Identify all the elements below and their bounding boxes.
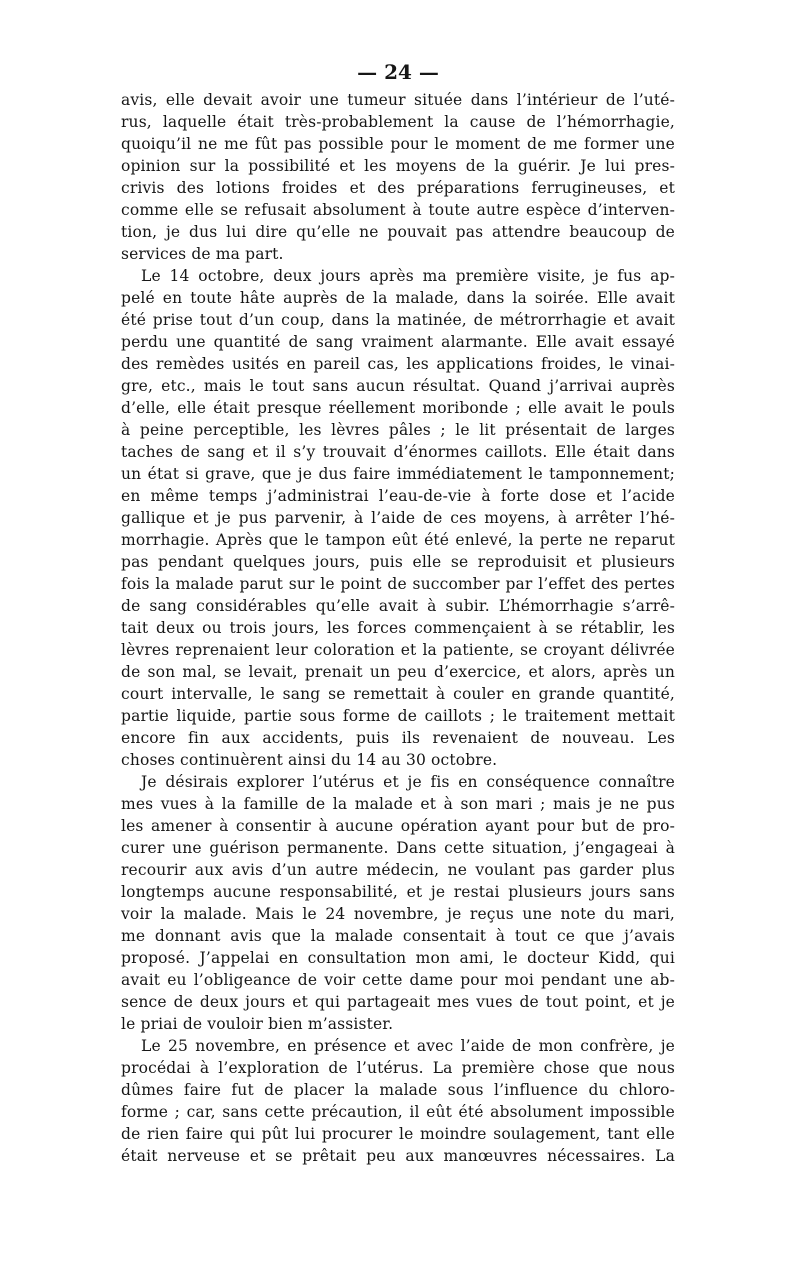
book-page — [121, 0, 675, 1262]
text-line: avis, elle devait avoir une tumeur située dans l’intérieur de l’uté- — [121, 91, 675, 109]
text-line: à peine perceptible, les lèvres pâles ; le lit présentait de larges — [121, 421, 675, 439]
text-line: les amener à consentir à aucune opération ayant pour but de pro- — [121, 817, 675, 835]
paragraph — [121, 89, 675, 265]
text-line: Le 25 novembre, en présence et avec l’aide de mon confrère, je — [141, 1037, 675, 1055]
text-line: de son mal, se levait, prenait un peu d’exercice, et alors, après un — [121, 663, 675, 681]
text-line: dûmes faire fut de placer la malade sous l’influence du chloro- — [121, 1081, 675, 1099]
text-line: pelé en toute hâte auprès de la malade, dans la soirée. Elle avait — [121, 289, 675, 307]
text-line: mes vues à la famille de la malade et à son mari ; mais je ne pus — [121, 795, 675, 813]
text-line: services de ma part. — [121, 245, 284, 263]
text-line: Je désirais explorer l’utérus et je fis en conséquence connaître — [141, 773, 675, 791]
paragraph — [121, 265, 675, 771]
text-line: de rien faire qui pût lui procurer le moindre soulagement, tant elle — [121, 1125, 675, 1143]
text-line: d’elle, elle était presque réellement moribonde ; elle avait le pouls — [121, 399, 675, 417]
text-line: des remèdes usités en pareil cas, les applications froides, le vinai- — [121, 355, 675, 373]
text-line: partie liquide, partie sous forme de caillots ; le traitement mettait — [121, 707, 675, 725]
text-line: avait eu l’obligeance de voir cette dame pour moi pendant une ab- — [121, 971, 675, 989]
text-line: en même temps j’administrai l’eau-de-vie à forte dose et l’acide — [121, 487, 675, 505]
text-line: morrhagie. Après que le tampon eût été enlevé, la perte ne reparut — [121, 531, 675, 549]
text-line: recourir aux avis d’un autre médecin, ne voulant pas garder plus — [121, 861, 675, 879]
page-number: — 24 — — [357, 60, 439, 84]
text-line: fois la malade parut sur le point de succomber par l’effet des pertes — [121, 575, 675, 593]
text-line: de sang considérables qu’elle avait à subir. L’hémorrhagie s’arrê- — [121, 597, 675, 615]
text-line: court intervalle, le sang se remettait à couler en grande quantité, — [121, 685, 675, 703]
text-line: curer une guérison permanente. Dans cette situation, j’engageai à — [121, 839, 675, 857]
body-text — [121, 89, 675, 1167]
text-line: opinion sur la possibilité et les moyens de la guérir. Je lui pres- — [121, 157, 675, 175]
text-line: Le 14 octobre, deux jours après ma première visite, je fus ap- — [141, 267, 675, 285]
text-line: proposé. J’appelai en consultation mon ami, le docteur Kidd, qui — [121, 949, 675, 967]
text-line: me donnant avis que la malade consentait à tout ce que j’avais — [121, 927, 675, 945]
paragraph — [121, 1035, 675, 1167]
text-line: tion, je dus lui dire qu’elle ne pouvait pas attendre beaucoup de — [121, 223, 675, 241]
text-line: tait deux ou trois jours, les forces commençaient à se rétablir, les — [121, 619, 675, 637]
text-line: le priai de vouloir bien m’assister. — [121, 1015, 394, 1033]
text-line: perdu une quantité de sang vraiment alarmante. Elle avait essayé — [121, 333, 675, 351]
paragraph — [121, 771, 675, 1035]
text-line: gre, etc., mais le tout sans aucun résultat. Quand j’arrivai auprès — [121, 377, 675, 395]
text-line: quoiqu’il ne me fût pas possible pour le moment de me former une — [121, 135, 675, 153]
text-line: était nerveuse et se prêtait peu aux manœuvres nécessaires. La — [121, 1147, 675, 1165]
text-line: taches de sang et il s’y trouvait d’énormes caillots. Elle était dans — [121, 443, 675, 461]
text-line: sence de deux jours et qui partageait mes vues de tout point, et je — [121, 993, 675, 1011]
text-line: forme ; car, sans cette précaution, il eût été absolument impossible — [121, 1103, 675, 1121]
text-line: choses continuèrent ainsi du 14 au 30 octobre. — [121, 751, 498, 769]
text-line: voir la malade. Mais le 24 novembre, je reçus une note du mari, — [121, 905, 675, 923]
text-line: longtemps aucune responsabilité, et je restai plusieurs jours sans — [121, 883, 675, 901]
text-line: rus, laquelle était très-probablement la cause de l’hémorrhagie, — [121, 113, 675, 131]
text-line: été prise tout d’un coup, dans la matinée, de métrorrhagie et avait — [121, 311, 675, 329]
text-line: crivis des lotions froides et des préparations ferrugineuses, et — [121, 179, 675, 197]
text-line: lèvres reprenaient leur coloration et la patiente, se croyant délivrée — [121, 641, 675, 659]
text-line: un état si grave, que je dus faire immédiatement le tamponnement; — [121, 465, 675, 483]
text-line: pas pendant quelques jours, puis elle se reproduisit et plusieurs — [121, 553, 675, 571]
text-line: gallique et je pus parvenir, à l’aide de ces moyens, à arrêter l’hé- — [121, 509, 675, 527]
text-line: comme elle se refusait absolument à toute autre espèce d’interven- — [121, 201, 675, 219]
text-line: encore fin aux accidents, puis ils revenaient de nouveau. Les — [121, 729, 675, 747]
text-line: procédai à l’exploration de l’utérus. La première chose que nous — [121, 1059, 675, 1077]
